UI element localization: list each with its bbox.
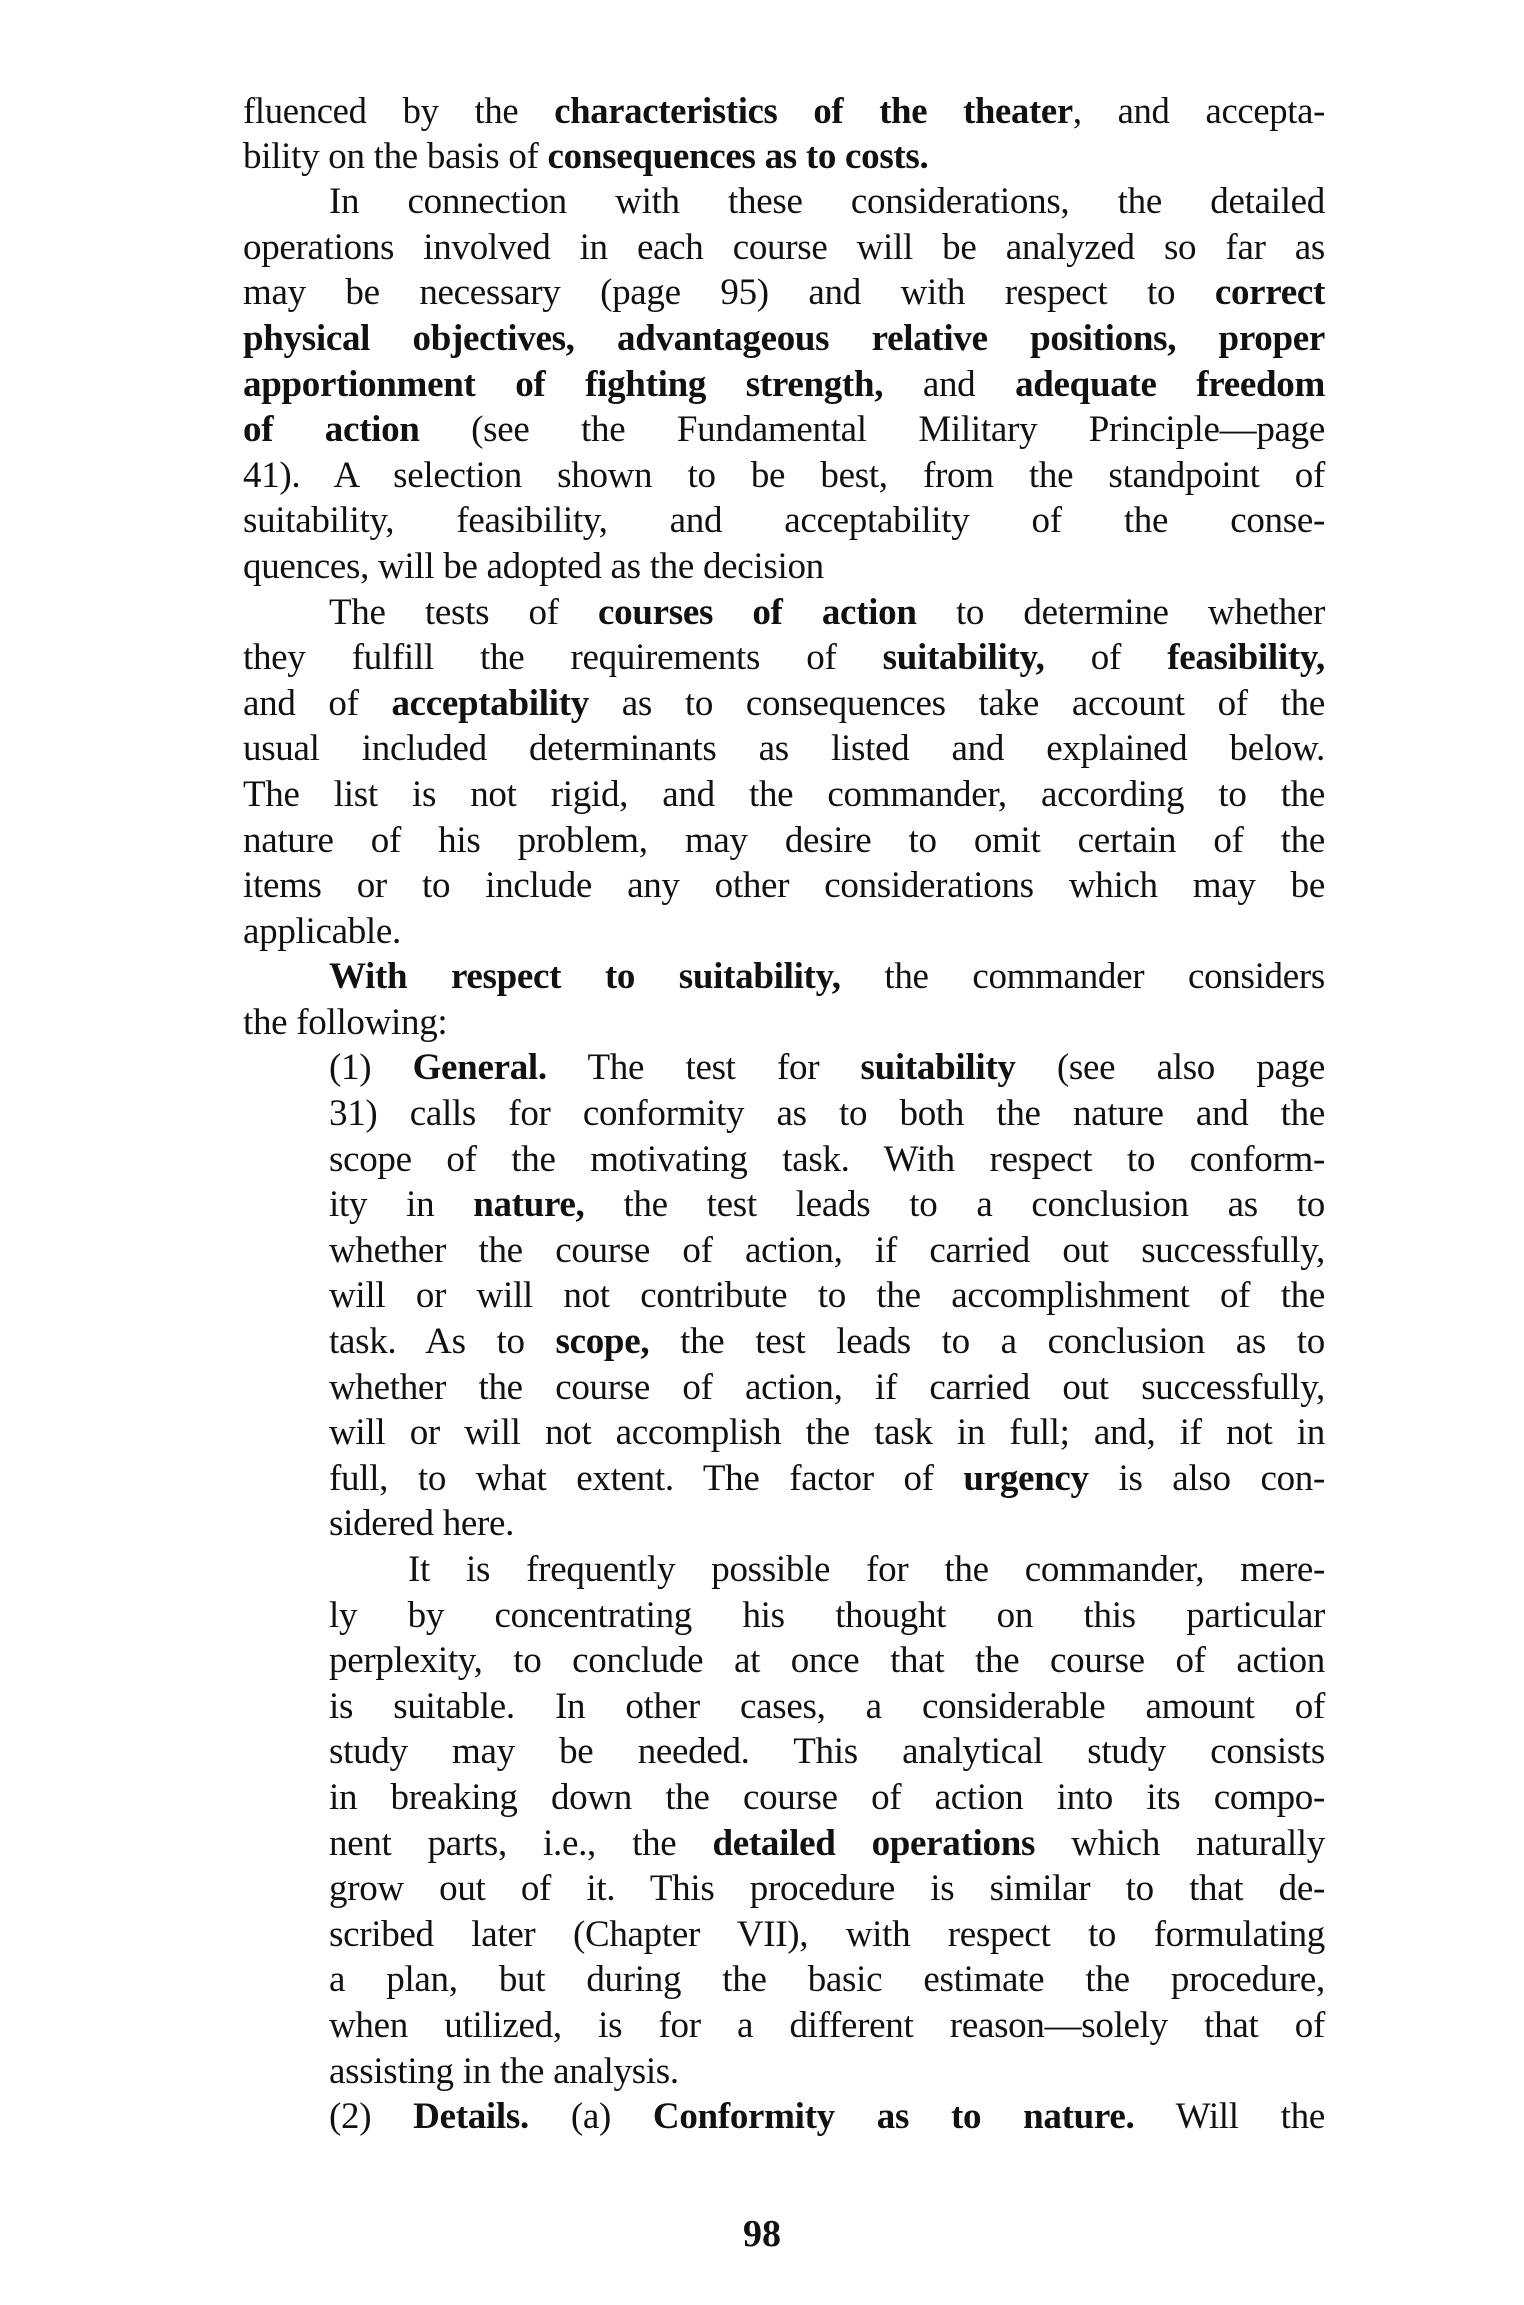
text-run: (see the Fundamental Military Principle—page <box>419 409 1325 451</box>
text-line <box>243 316 1325 362</box>
text-line <box>329 1638 1325 1684</box>
text-run: (a) <box>528 2096 653 2138</box>
text-line <box>329 1319 1325 1365</box>
bold-term: consequences as to costs. <box>547 135 929 177</box>
text-line <box>243 407 1325 453</box>
bold-term: nature, <box>473 1184 585 1226</box>
text-line <box>329 1137 1325 1183</box>
text-run: suitability, feasibility, and acceptability of the conse- <box>243 500 1325 542</box>
text-line <box>329 1821 1325 1867</box>
text-line <box>329 1593 1325 1639</box>
bold-term: detailed operations <box>712 1822 1036 1864</box>
text-line <box>243 88 1325 134</box>
text-run: applicable. <box>243 910 401 952</box>
text-run: The list is not rigid, and the commander, according to the <box>243 773 1325 815</box>
text-run: will or will not contribute to the accomplishment of the <box>329 1275 1325 1317</box>
text-run: is suitable. In other cases, a considerable amount of <box>329 1685 1325 1727</box>
text-run: to determine whether <box>916 591 1325 633</box>
text-run: The tests of <box>329 591 598 633</box>
text-line <box>329 2003 1325 2049</box>
text-run: In connection with these considerations, the detailed <box>329 181 1325 223</box>
bold-term: feasibility, <box>1167 637 1325 679</box>
document-page <box>243 88 1325 2140</box>
text-run: perplexity, to conclude at once that the course of action <box>329 1640 1325 1682</box>
bold-term: Details. <box>413 2096 529 2138</box>
text-run: which naturally <box>1035 1822 1325 1864</box>
text-line <box>243 1000 1325 1046</box>
text-run: fluenced by the <box>243 90 555 131</box>
text-line <box>329 1501 1325 1547</box>
text-run: bility on the basis of <box>243 135 548 177</box>
text-run: whether the course of action, if carried out successfully, <box>329 1229 1325 1271</box>
text-run: ity in <box>329 1184 474 1226</box>
text-line <box>243 635 1325 681</box>
bold-term: physical objectives, advantageous relative positions, proper <box>243 317 1325 359</box>
text-line <box>243 726 1325 772</box>
text-run: scope of the motivating task. With respect to conform- <box>329 1138 1325 1180</box>
text-line <box>329 1912 1325 1958</box>
bold-term: With respect to suitability, <box>329 956 841 998</box>
text-line <box>243 863 1325 909</box>
text-run: 31) calls for conformity as to both the nature and the <box>329 1093 1325 1135</box>
text-line <box>243 909 1325 955</box>
text-line <box>243 954 1325 1000</box>
text-line <box>243 498 1325 544</box>
text-run: a plan, but during the basic estimate the procedure, <box>329 1959 1325 2001</box>
text-line <box>329 1365 1325 1411</box>
text-run: in breaking down the course of action into its compo- <box>329 1776 1325 1818</box>
indented-section <box>243 1045 1325 2139</box>
text-run: is also con- <box>1088 1457 1325 1499</box>
bold-term: General. <box>412 1047 547 1089</box>
bold-term: characteristics of the theater <box>554 90 1073 131</box>
text-run: (see also page <box>1015 1047 1325 1089</box>
text-run: items or to include any other considerations which may be <box>243 865 1325 907</box>
text-run: ly by concentrating his thought on this particular <box>329 1594 1325 1636</box>
text-run: It is frequently possible for the commander, mere- <box>408 1549 1325 1590</box>
text-run: will or will not accomplish the task in full; and, if not in <box>329 1412 1325 1454</box>
text-run: may be necessary (page 95) and with respect to <box>243 272 1215 314</box>
bold-term: apportionment of fighting strength, <box>243 363 884 405</box>
body-text <box>243 88 1325 1045</box>
text-run: (1) <box>329 1047 413 1089</box>
text-run: quences, will be adopted as the decision <box>243 545 824 587</box>
text-line <box>329 1866 1325 1912</box>
text-run: Will the <box>1134 2096 1325 2138</box>
text-run: The test for <box>546 1047 861 1089</box>
text-run: and <box>883 363 1016 405</box>
text-line <box>243 134 1325 180</box>
text-run: task. As to <box>329 1321 556 1363</box>
text-line <box>329 1547 1325 1593</box>
text-run: whether the course of action, if carried out successfully, <box>329 1366 1325 1408</box>
text-run: sidered here. <box>329 1503 515 1545</box>
text-run: (2) <box>329 2096 414 2138</box>
text-run: scribed later (Chapter VII), with respect to formulating <box>329 1913 1325 1955</box>
text-line <box>243 225 1325 271</box>
text-line <box>329 1045 1325 1091</box>
text-line <box>243 453 1325 499</box>
text-line <box>329 1684 1325 1730</box>
text-run: grow out of it. This procedure is similar to that de- <box>329 1868 1325 1910</box>
text-line <box>329 1091 1325 1137</box>
text-run: usual included determinants as listed and explained below. <box>243 728 1325 770</box>
text-line <box>329 1228 1325 1274</box>
text-run: 41). A selection shown to be best, from the standpoint of <box>243 454 1325 496</box>
bold-term: of action <box>243 409 420 451</box>
text-line <box>243 818 1325 864</box>
text-run: and of <box>243 682 392 724</box>
text-line <box>329 2094 1325 2140</box>
text-run: operations involved in each course will be analyzed so far as <box>243 226 1325 268</box>
text-line <box>243 544 1325 590</box>
text-run: , and accepta- <box>1072 90 1326 131</box>
text-run: the test leads to a conclusion as to <box>584 1184 1325 1226</box>
bold-term: scope, <box>555 1321 650 1363</box>
text-run: nature of his problem, may desire to omit certain of the <box>243 819 1325 861</box>
text-line <box>243 362 1325 408</box>
text-line <box>329 1182 1325 1228</box>
bold-term: acceptability <box>391 682 589 724</box>
text-run: full, to what extent. The factor of <box>329 1457 964 1499</box>
text-run: study may be needed. This analytical study consists <box>329 1731 1325 1773</box>
bold-term: suitability <box>860 1047 1016 1089</box>
text-run: the test leads to a conclusion as to <box>649 1321 1325 1363</box>
text-line <box>329 2049 1325 2095</box>
text-line <box>329 1957 1325 2003</box>
text-line <box>243 179 1325 225</box>
text-run: the following: <box>243 1001 448 1043</box>
text-line <box>329 1456 1325 1502</box>
bold-term: urgency <box>963 1457 1089 1499</box>
text-line <box>329 1273 1325 1319</box>
text-line <box>243 270 1325 316</box>
text-line <box>329 1729 1325 1775</box>
text-line <box>243 681 1325 727</box>
text-run: nent parts, i.e., the <box>329 1822 713 1864</box>
bold-term: correct <box>1214 272 1325 314</box>
text-run: assisting in the analysis. <box>329 2050 679 2092</box>
text-line <box>329 1410 1325 1456</box>
text-line <box>329 1775 1325 1821</box>
text-run: when utilized, is for a different reason—solely that of <box>329 2004 1325 2046</box>
bold-term: suitability, <box>882 637 1045 679</box>
page-number: 98 <box>743 2213 781 2255</box>
bold-term: Conformity as to nature. <box>652 2096 1135 2138</box>
bold-term: adequate freedom <box>1015 363 1325 405</box>
bold-term: courses of action <box>598 591 917 633</box>
text-run: they fulfill the requirements of <box>243 637 883 679</box>
text-run: the commander considers <box>840 956 1325 998</box>
text-line <box>243 590 1325 636</box>
text-line <box>243 772 1325 818</box>
text-run: as to consequences take account of the <box>588 682 1325 724</box>
text-run: of <box>1044 637 1168 679</box>
